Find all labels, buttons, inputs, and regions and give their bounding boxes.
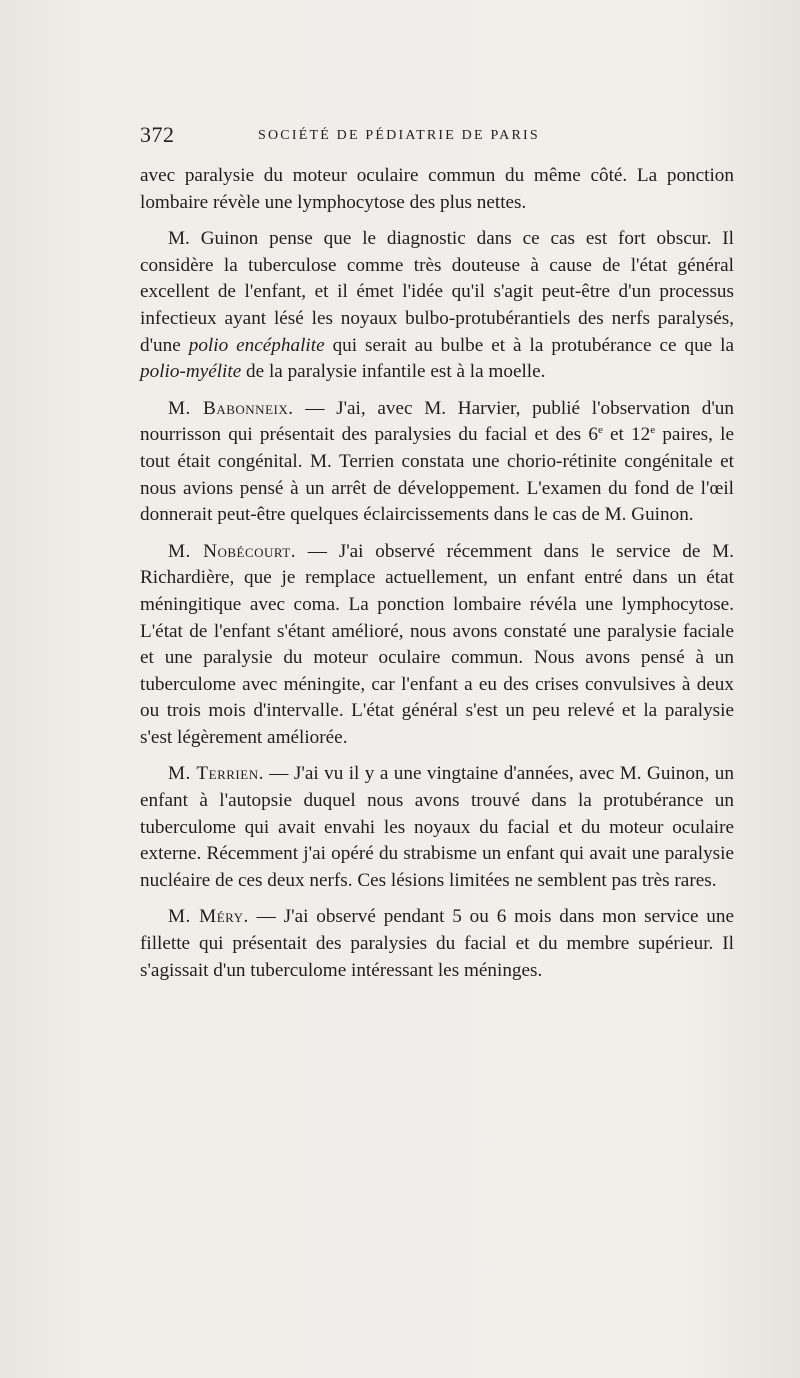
running-title: SOCIÉTÉ DE PÉDIATRIE DE PARIS: [258, 128, 540, 143]
speaker-name: M. Babonneix.: [168, 397, 294, 419]
paragraph-text: avec paralysie du moteur oculaire commun du même côté. La ponction lombaire révèle une lymphocytose des plus nettes.: [140, 165, 734, 213]
paragraph-continuation: [140, 163, 734, 216]
page-number: 372: [140, 122, 175, 147]
paragraph-nobecourt: [140, 539, 734, 752]
ordinal-superscript: e: [650, 424, 656, 437]
italic-term: polio-myélite: [140, 361, 242, 383]
paragraph-text: — J'ai, avec M. Harvier, publié l'observation d'un nourrisson qui présentait des paralysies du facial et des 6: [140, 397, 734, 446]
ordinal-superscript: e: [597, 424, 603, 437]
paragraph-text: et 12: [602, 424, 651, 446]
paragraph-text: — J'ai vu il y a une vingtaine d'années, avec M. Guinon, un enfant à l'autopsie duquel nous avons trouvé dans la protubérance un tuberculome qui avait envahi les noyaux du facial et du moteur oculaire externe. Récemment j'ai opéré du strabisme un enfant qui avait une paralysie nucléaire de ces deux nerfs. Ces lésions limitées ne semblent pas très rares.: [140, 763, 734, 891]
paragraph-text: qui serait au bulbe et à la protubérance ce que la: [324, 334, 734, 356]
paragraph-text: M. Guinon pense que le diagnostic dans ce cas est fort obscur. Il considère la tuberculose comme très douteuse à cause de l'état général excellent de l'enfant, et il émet l'idée qu'il s'agit peut-être d'un processus infectieux ayant lésé les noyaux bulbo-protubérantiels des nerfs paralysés, d'une: [140, 228, 734, 356]
speaker-name: M. Méry.: [168, 906, 249, 928]
paragraph-babonneix: [140, 396, 734, 529]
paragraph-text: — J'ai observé récemment dans le service de M. Richardière, que je remplace actuellement, un enfant entré dans un état méningitique avec coma. La ponction lombaire révéla une lymphocytose. L'état de l'enfant s'étant amélioré, nous avons constaté une paralysie faciale et une paralysie du moteur oculaire commun. Nous avons pensé à un tuberculome avec méningite, car l'enfant a eu des crises convulsives à deux ou trois mois d'intervalle. L'état général s'est un peu relevé et la paralysie s'est légèrement améliorée.: [140, 540, 734, 748]
paragraph-text: de la paralysie infantile est à la moelle.: [241, 361, 546, 383]
paragraph-guinon: [140, 226, 734, 386]
paragraph-mery: [140, 904, 734, 984]
speaker-name: M. Nobécourt.: [168, 540, 297, 562]
page-header: [140, 122, 740, 152]
italic-term: polio encéphalite: [188, 334, 325, 356]
paragraph-text: — J'ai observé pendant 5 ou 6 mois dans mon service une fillette qui présentait des paralysies du facial et du membre supérieur. Il s'agissait d'un tuberculome intéressant les méninges.: [140, 906, 734, 981]
body-text: [140, 163, 734, 994]
speaker-name: M. Terrien.: [168, 763, 264, 785]
paragraph-terrien: [140, 761, 734, 894]
paragraph-text: paires, le tout était congénital. M. Terrien constata une chorio-rétinite congénitale et nous avions pensé à un arrêt de développement. L'examen du fond de l'œil donnerait peut-être quelques éclaircissements dans le cas de M. Guinon.: [140, 424, 734, 526]
